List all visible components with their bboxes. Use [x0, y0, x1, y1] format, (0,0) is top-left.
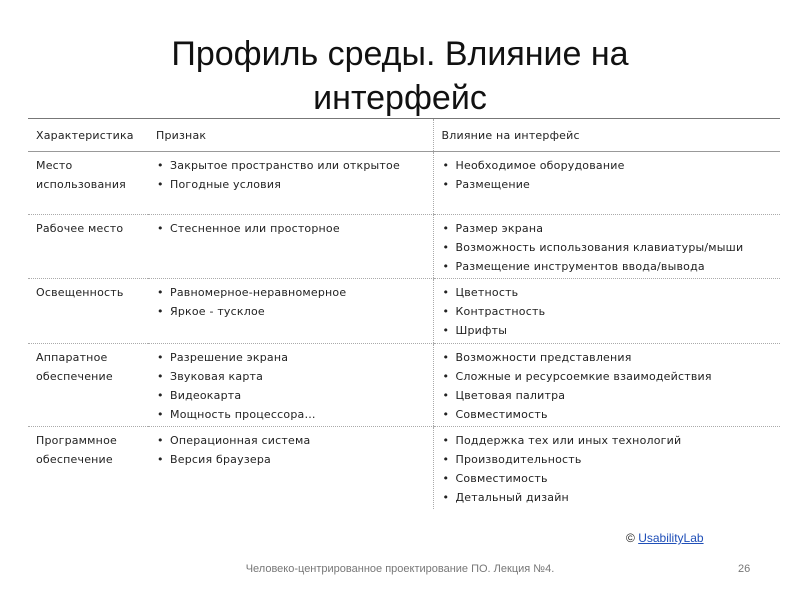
page-number: 26: [738, 563, 751, 575]
sign-item: • Разрешение экрана: [156, 348, 433, 367]
impacts-cell: [433, 344, 780, 427]
sign-item: • Погодные условия: [156, 175, 433, 194]
sign-item: • Стесненное или просторное: [156, 219, 433, 238]
impact-item: • Необходимое оборудование: [442, 156, 781, 175]
impact-item: • Совместимость: [442, 469, 781, 488]
table-row: [28, 279, 780, 344]
impacts-cell: [433, 279, 780, 344]
environment-profile-table-wrap: [28, 118, 780, 509]
sign-item: • Звуковая карта: [156, 367, 433, 386]
impacts-cell: [433, 427, 780, 510]
table-row: [28, 152, 780, 215]
header-characteristic: Характеристика: [28, 119, 148, 152]
characteristic-cell: Место использования: [28, 152, 148, 215]
footer-text: Человеко-центрированное проектирование ПО. Лекция №4.: [245, 563, 555, 575]
impacts-cell: [433, 215, 780, 279]
slide-title: Профиль среды. Влияние на интерфейс: [171, 35, 629, 117]
impact-item: • Контрастность: [442, 302, 781, 321]
characteristic-cell: Аппаратное обеспечение: [28, 344, 148, 427]
sign-item: • Закрытое пространство или открытое: [156, 156, 433, 175]
impact-item: • Шрифты: [442, 321, 781, 340]
sign-item: • Яркое - тусклое: [156, 302, 433, 321]
signs-cell: [148, 152, 433, 215]
sign-item: • Равномерное-неравномерное: [156, 283, 433, 302]
impact-item: • Совместимость: [442, 405, 781, 424]
copyright-symbol: ©: [626, 531, 635, 545]
characteristic-cell: Освещенность: [28, 279, 148, 344]
header-sign: Признак: [148, 119, 433, 152]
impact-item: • Размещение: [442, 175, 781, 194]
signs-cell: [148, 344, 433, 427]
impact-item: • Поддержка тех или иных технологий: [442, 431, 781, 450]
signs-cell: [148, 279, 433, 344]
impact-item: • Цветовая палитра: [442, 386, 781, 405]
table-row: [28, 427, 780, 510]
impact-item: • Цветность: [442, 283, 781, 302]
impact-item: • Производительность: [442, 450, 781, 469]
impact-item: • Детальный дизайн: [442, 488, 781, 507]
sign-item: • Версия браузера: [156, 450, 433, 469]
impact-item: • Размер экрана: [442, 219, 781, 238]
characteristic-cell: Программное обеспечение: [36, 434, 117, 466]
signs-cell: [148, 215, 433, 279]
impact-item: • Сложные и ресурсоемкие взаимодействия: [442, 367, 781, 386]
table-header-row: [28, 119, 780, 152]
sign-item: • Мощность процессора…: [156, 405, 433, 424]
environment-profile-table: [28, 118, 780, 509]
impacts-cell: [433, 152, 780, 215]
signs-cell: [148, 427, 433, 510]
copyright-notice: [626, 531, 704, 545]
table-row: [28, 344, 780, 427]
impact-item: • Размещение инструментов ввода/вывода: [442, 257, 781, 276]
impact-item: • Возможности представления: [442, 348, 781, 367]
table-row: [28, 215, 780, 279]
sign-item: • Видеокарта: [156, 386, 433, 405]
usabilitylab-link[interactable]: UsabilityLab: [638, 531, 704, 545]
header-impact: Влияние на интерфейс: [433, 119, 780, 152]
impact-item: • Возможность использования клавиатуры/мыши: [442, 238, 781, 257]
characteristic-cell: Рабочее место: [28, 215, 148, 279]
sign-item: • Операционная система: [156, 431, 433, 450]
